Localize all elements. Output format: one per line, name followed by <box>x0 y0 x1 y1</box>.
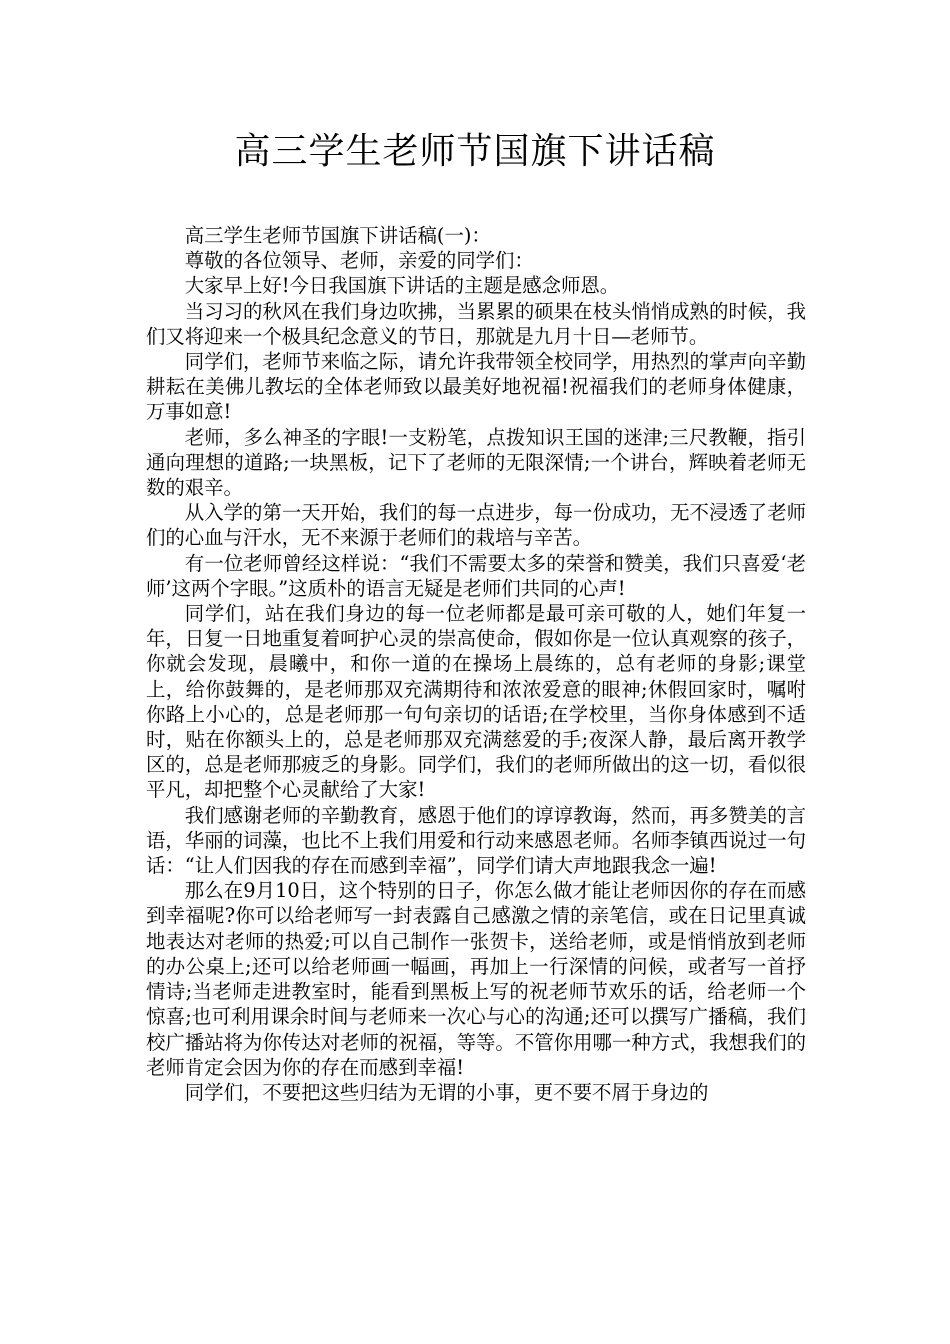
paragraph-salutation: 尊敬的各位领导、老师，亲爱的同学们： <box>184 249 534 273</box>
paragraph: 老师，多么神圣的字眼!一支粉笔，点拨知识王国的迷津;三尺教鞭，指引通向理想的道路;一块黑板，记下了老师的无限深情;一个讲台，辉映着老师无数的艰辛。 <box>146 425 806 500</box>
paragraph: 从入学的第一天开始，我们的每一点进步，每一份成功，无不浸透了老师们的心血与汗水，无不来源于老师们的栽培与辛苦。 <box>146 501 806 550</box>
document-title: 高三学生老师节国旗下讲话稿 <box>234 131 716 172</box>
paragraph-heading: 高三学生老师节国旗下讲话稿(一)： <box>184 224 491 247</box>
paragraph-greeting: 大家早上好!今日我国旗下讲话的主题是感念师恩。 <box>184 274 620 298</box>
paragraph: 同学们，老师节来临之际，请允许我带领全校同学，用热烈的掌声向辛勤耕耘在美佛儿教坛的全体老师致以最美好地祝福!祝福我们的老师身体健康，万事如意! <box>146 350 806 424</box>
paragraph: 当习习的秋风在我们身边吹拂，当累累的硕果在枝头悄悄成熟的时候，我们又将迎来一个极具纪念意义的节日，那就是九月十日—老师节。 <box>146 299 806 348</box>
paragraph: 有一位老师曾经这样说：“我们不需要太多的荣誉和赞美，我们只喜爱‘老师’这两个字眼。”这质朴的语言无疑是老师们共同的心声! <box>146 551 806 600</box>
paragraph: 我们感谢老师的辛勤教育，感恩于他们的谆谆教诲，然而，再多赞美的言语，华丽的词藻，也比不上我们用爱和行动来感恩老师。名师李镇西说过一句话：“让人们因我的存在而感到幸福”，同学们请大声地跟我念一遍! <box>146 803 806 878</box>
paragraph: 那么在9月10日，这个特别的日子，你怎么做才能让老师因你的存在而感到幸福呢?你可以给老师写一封表露自己感激之情的亲笔信，或在日记里真诚地表达对老师的热爱;可以自己制作一张贺卡，送给老师，或是悄悄放到老师的办公桌上;还可以给老师画一幅画，再加上一行深情的问候，或者写一首抒情诗;当老师走进教室时，能看到黑板上写的祝老师节欢乐的话，给老师一个惊喜;也可利用课余时间与老师来一次心与心的沟通;还可以撰写广播稿，我们校广播站将为你传达对老师的祝福，等等。不管你用哪一种方式，我想我们的老师肯定会因为你的存在而感到幸福! <box>146 879 806 1079</box>
document-body <box>146 223 806 1105</box>
paragraph-truncated: 同学们，不要把这些归结为无谓的小事，更不要不屑于身边的 <box>184 1080 709 1104</box>
paragraph: 同学们，站在我们身边的每一位老师都是最可亲可敬的人，她们年复一年，日复一日地重复着呵护心灵的崇高使命，假如你是一位认真观察的孩子，你就会发现，晨曦中，和你一道的在操场上晨练的，总有老师的身影;课堂上，给你鼓舞的，是老师那双充满期待和浓浓爱意的眼神;休假回家时，嘱咐你路上小心的，总是老师那一句句亲切的话语;在学校里，当你身体感到不适时，贴在你额头上的，总是老师那双充满慈爱的手;夜深人静，最后离开教学区的，总是老师那疲乏的身影。同学们，我们的老师所做出的这一切，看似很平凡，却把整个心灵献给了大家! <box>146 602 806 802</box>
